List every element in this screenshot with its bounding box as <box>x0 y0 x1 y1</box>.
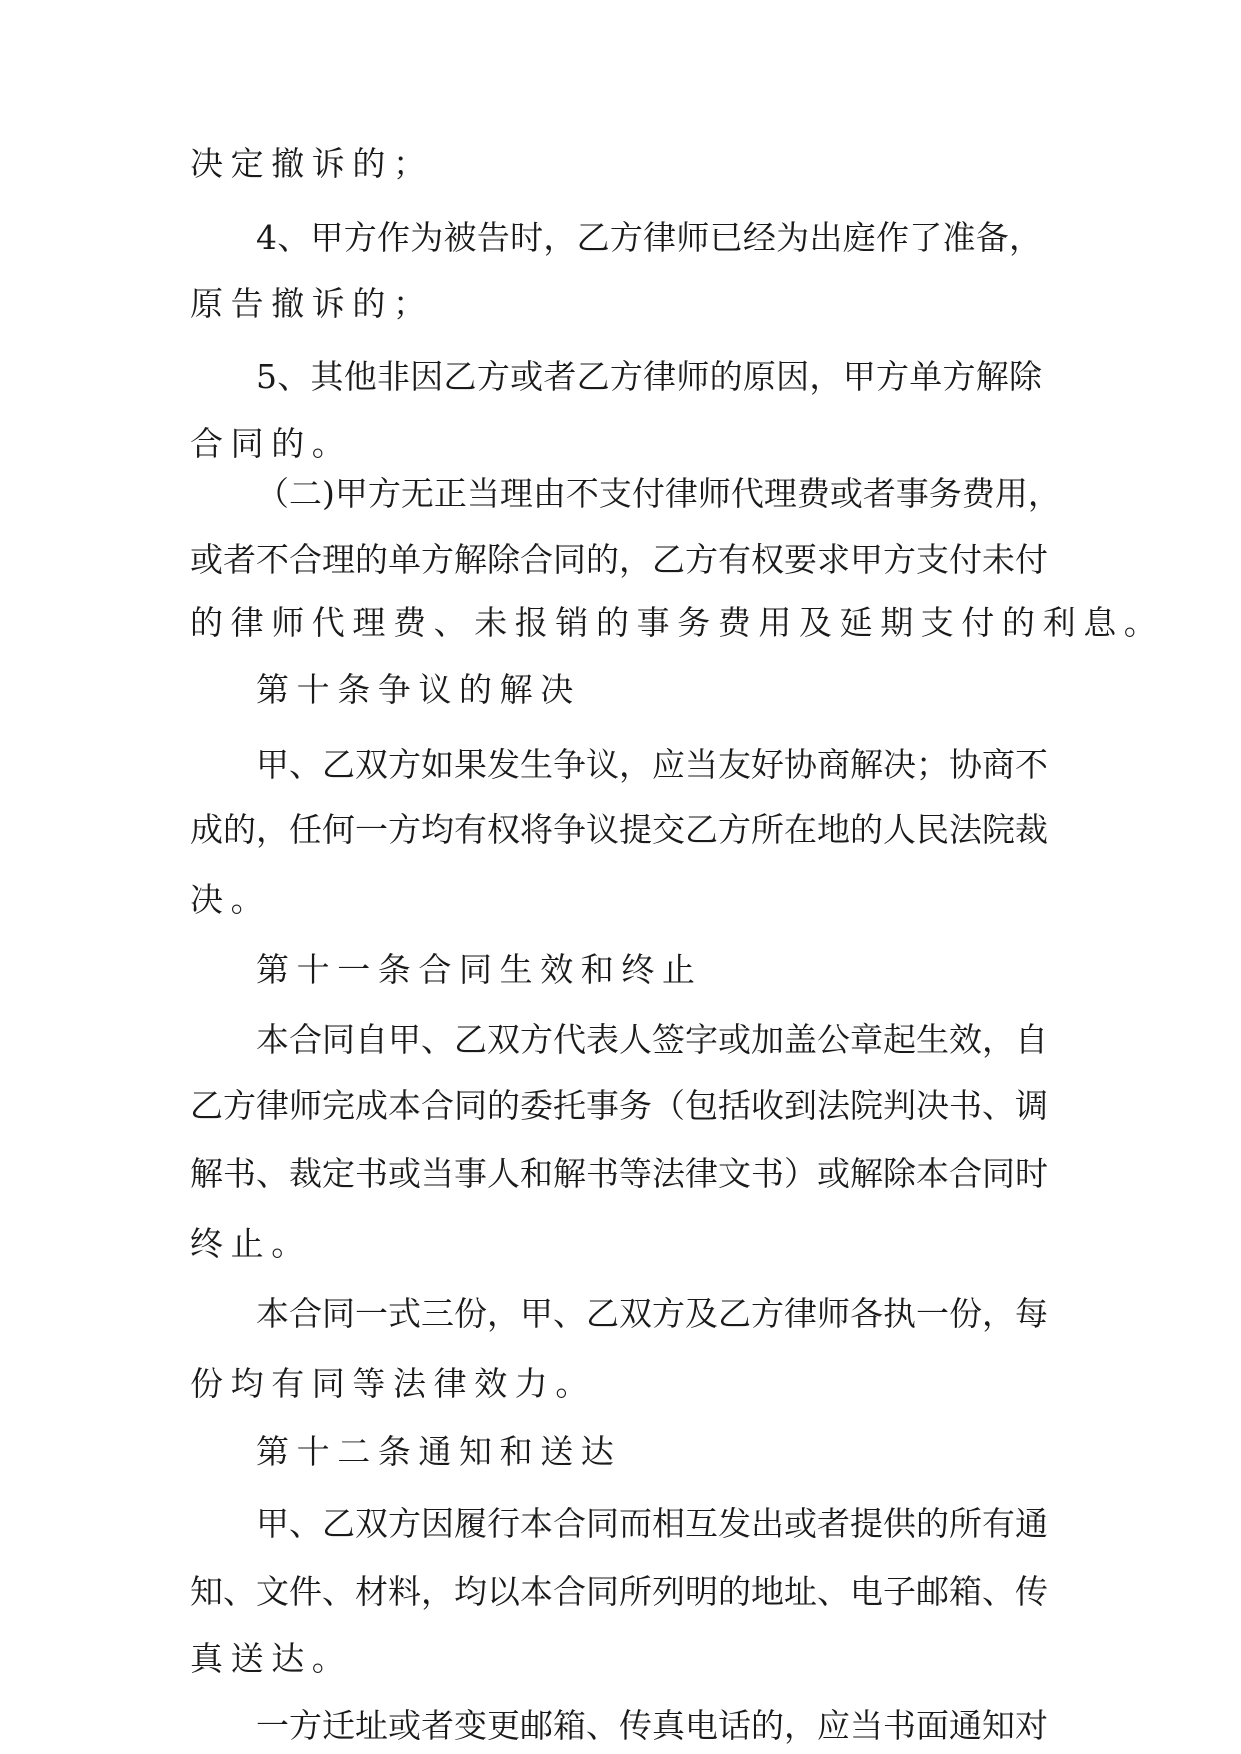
text-line: 本合同自甲、乙双方代表人签字或加盖公章起生效，自 <box>256 1020 1048 1059</box>
text-line: 知、文件、材料，均以本合同所列明的地址、电子邮箱、传 <box>190 1572 1048 1611</box>
text-line: 合同的。 <box>190 424 353 463</box>
section-heading: 第十二条通知和送达 <box>256 1432 622 1471</box>
text-line: （二)甲方无正当理由不支付律师代理费或者事务费用， <box>256 474 1061 513</box>
text-line: 终止。 <box>190 1224 312 1263</box>
text-line: 份均有同等法律效力。 <box>190 1364 596 1403</box>
text-line: 成的，任何一方均有权将争议提交乙方所在地的人民法院裁 <box>190 810 1048 849</box>
text-line: 决。 <box>190 880 272 919</box>
section-heading: 第十一条合同生效和终止 <box>256 950 703 989</box>
text-line: 5、其他非因乙方或者乙方律师的原因，甲方单方解除 <box>256 357 1042 396</box>
text-line: 一方迁址或者变更邮箱、传真电话的，应当书面通知对 <box>256 1706 1048 1745</box>
text-line: 甲、乙双方如果发生争议，应当友好协商解决；协商不 <box>256 745 1048 784</box>
text-line: 或者不合理的单方解除合同的，乙方有权要求甲方支付未付 <box>190 540 1048 579</box>
text-line: 解书、裁定书或当事人和解书等法律文书）或解除本合同时 <box>190 1154 1048 1193</box>
text-line: 真送达。 <box>190 1639 353 1678</box>
text-line: 的律师代理费、未报销的事务费用及延期支付的利息。 <box>190 603 1165 642</box>
text-line: 乙方律师完成本合同的委托事务（包括收到法院判决书、调 <box>190 1086 1048 1125</box>
text-line: 决定撤诉的； <box>190 144 434 183</box>
section-heading: 第十条争议的解决 <box>256 670 581 709</box>
text-line: 甲、乙双方因履行本合同而相互发出或者提供的所有通 <box>256 1504 1048 1543</box>
text-line: 原告撤诉的； <box>190 284 434 323</box>
text-line: 本合同一式三份，甲、乙双方及乙方律师各执一份，每 <box>256 1294 1048 1333</box>
text-line: 4、甲方作为被告时，乙方律师已经为出庭作了准备， <box>256 218 1042 257</box>
